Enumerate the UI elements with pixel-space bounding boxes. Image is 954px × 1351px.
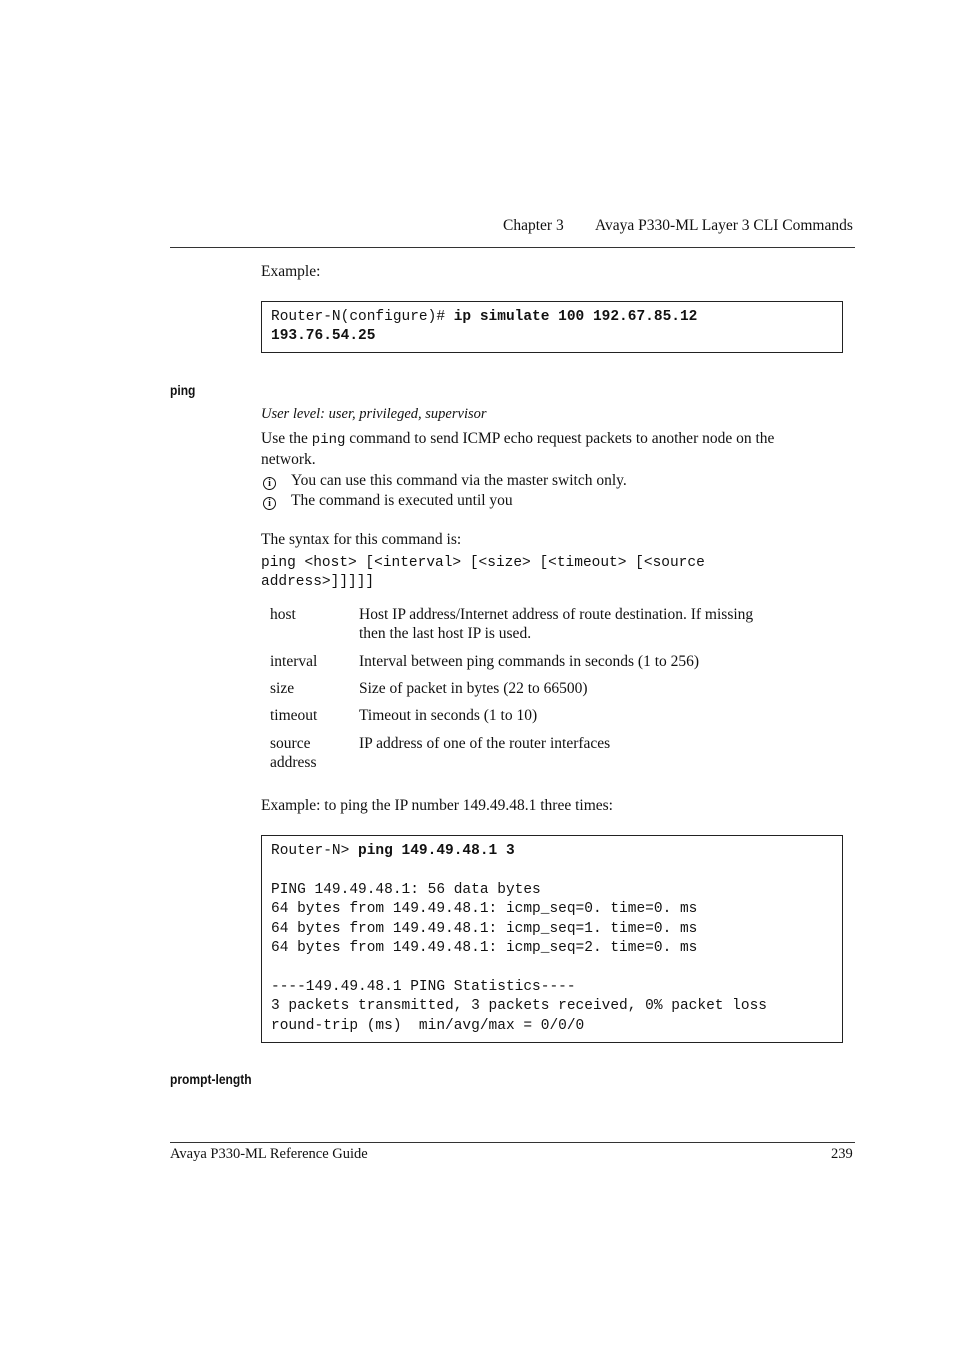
param-description: Timeout in seconds (1 to 10) xyxy=(359,707,538,724)
code-line: 3 packets transmitted, 3 packets received, 0% packet loss xyxy=(271,998,767,1015)
user-level: User level: user, privileged, supervisor xyxy=(261,406,487,422)
param-description: Interval between ping commands in seconds (1 to 256) xyxy=(359,653,700,670)
example-label: Example: to ping the IP number 149.49.48.1 three times: xyxy=(261,797,613,814)
info-circle-icon: i xyxy=(263,477,276,490)
param-description: Size of packet in bytes (22 to 66500) xyxy=(359,680,588,697)
note-text: The command is executed until you xyxy=(291,492,513,509)
code-block-ping-output xyxy=(261,835,843,1043)
syntax-intro: The syntax for this command is: xyxy=(261,531,462,548)
description-line: network. xyxy=(261,451,316,469)
param-description-line: then the last host IP is used. xyxy=(359,625,532,642)
code-line: 64 bytes from 149.49.48.1: icmp_seq=2. time=0. ms xyxy=(271,940,698,957)
info-circle-icon: i xyxy=(263,497,276,510)
code-command: 193.76.54.25 xyxy=(271,328,376,345)
param-description-line: Host IP address/Internet address of route destination. If missing xyxy=(359,606,754,623)
example-label: Example: xyxy=(261,263,321,280)
inline-code: ping xyxy=(311,432,346,448)
header-rule xyxy=(170,247,855,248)
code-block-ip-simulate xyxy=(261,301,843,353)
note-item xyxy=(263,471,627,490)
section-heading-prompt-length: prompt-length xyxy=(170,1071,252,1087)
footer-guide-title: Avaya P330-ML Reference Guide xyxy=(170,1146,368,1162)
code-line: 64 bytes from 149.49.48.1: icmp_seq=1. time=0. ms xyxy=(271,920,698,937)
page-number: 239 xyxy=(831,1146,853,1162)
param-name: timeout xyxy=(270,707,318,724)
code-command: ip simulate 100 192.67.85.12 xyxy=(453,309,698,325)
param-name: host xyxy=(270,606,296,623)
param-description: IP address of one of the router interfaces xyxy=(359,735,611,752)
description-text: Use the xyxy=(261,430,312,447)
param-description xyxy=(359,605,839,643)
note-item xyxy=(263,491,513,510)
code-command: ping 149.49.48.1 3 xyxy=(358,843,515,859)
section-heading-ping: ping xyxy=(170,382,196,398)
code-line xyxy=(271,308,833,327)
code-line xyxy=(271,861,833,880)
footer-rule xyxy=(170,1142,855,1143)
chapter-label: Chapter 3 xyxy=(503,217,564,234)
code-line xyxy=(271,842,833,861)
code-line: PING 149.49.48.1: 56 data bytes xyxy=(271,881,541,898)
description-text: command to send ICMP echo request packets to another node on the xyxy=(345,430,775,447)
param-name-line: source xyxy=(270,735,311,752)
code-line xyxy=(271,958,833,977)
chapter-title: Avaya P330-ML Layer 3 CLI Commands xyxy=(595,217,853,234)
code-line: round-trip (ms) min/avg/max = 0/0/0 xyxy=(271,1017,585,1034)
syntax-line: ping <host> [<interval> [<size> [<timeout> [<source xyxy=(261,555,705,571)
code-line: ----149.49.48.1 PING Statistics---- xyxy=(271,978,576,995)
code-prompt: Router-N(configure)# xyxy=(271,309,454,325)
code-line xyxy=(271,327,833,346)
param-name-line: address xyxy=(270,754,317,771)
code-line: 64 bytes from 149.49.48.1: icmp_seq=0. time=0. ms xyxy=(271,901,698,918)
note-text: You can use this command via the master switch only. xyxy=(291,472,627,489)
param-name xyxy=(270,734,355,772)
ping-description xyxy=(261,429,861,469)
syntax-line: address>]]]]] xyxy=(261,574,375,590)
param-name: size xyxy=(270,680,295,697)
param-name: interval xyxy=(270,653,318,670)
description-line xyxy=(261,429,861,450)
code-prompt: Router-N> xyxy=(271,843,359,859)
